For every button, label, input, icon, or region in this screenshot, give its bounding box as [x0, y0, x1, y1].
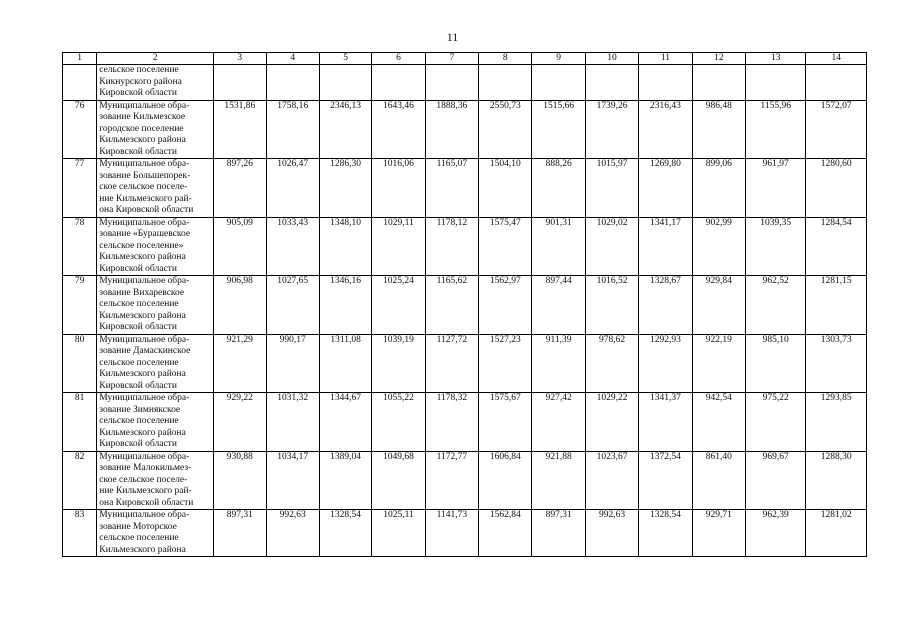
row-number: 80	[63, 334, 97, 393]
municipality-name: Муниципальное обра- зование Дамаскинское сельское поселение Кильмезского района Кировской области	[97, 334, 214, 393]
value-cell: 978,62	[585, 334, 638, 393]
value-cell: 930,88	[214, 451, 266, 510]
value-cell: 1141,73	[425, 510, 478, 557]
value-cell: 899,06	[692, 159, 745, 218]
table-row	[63, 100, 867, 159]
value-cell: 1288,30	[806, 451, 867, 510]
value-cell: 929,22	[214, 393, 266, 452]
value-cell: 897,31	[532, 510, 585, 557]
value-cell: 1055,22	[372, 393, 425, 452]
column-header: 5	[319, 53, 371, 65]
value-cell: 1016,52	[585, 276, 638, 335]
value-cell: 1025,24	[372, 276, 425, 335]
municipality-name: Муниципальное обра- зование Вихаревское сельское поселение Кильмезского района Кировской области	[97, 276, 214, 335]
value-cell: 897,26	[214, 159, 266, 218]
value-cell: 1039,19	[372, 334, 425, 393]
value-cell: 1575,47	[479, 217, 532, 276]
value-cell: 1155,96	[746, 100, 806, 159]
value-cell: 929,71	[692, 510, 745, 557]
value-cell: 861,40	[692, 451, 745, 510]
column-header: 8	[479, 53, 532, 65]
value-cell: 1311,08	[319, 334, 371, 393]
value-cell: 2316,43	[639, 100, 692, 159]
value-cell: 1575,67	[479, 393, 532, 452]
value-cell: 1025,11	[372, 510, 425, 557]
column-header: 14	[806, 53, 867, 65]
column-header: 7	[425, 53, 478, 65]
value-cell: 888,26	[532, 159, 585, 218]
value-cell: 962,39	[746, 510, 806, 557]
value-cell: 1029,11	[372, 217, 425, 276]
value-cell: 1049,68	[372, 451, 425, 510]
value-cell: 1281,02	[806, 510, 867, 557]
value-cell: 1531,86	[214, 100, 266, 159]
value-cell: 1165,62	[425, 276, 478, 335]
value-cell: 1328,54	[319, 510, 371, 557]
value-cell: 922,19	[692, 334, 745, 393]
table-row	[63, 276, 867, 335]
municipality-name: Муниципальное обра- зование Зимнякское сельское поселение Кильмезского района Кировской области	[97, 393, 214, 452]
value-cell: 1039,35	[746, 217, 806, 276]
value-cell: 1286,30	[319, 159, 371, 218]
column-header: 2	[97, 53, 214, 65]
value-cell: 1606,84	[479, 451, 532, 510]
value-cell: 902,99	[692, 217, 745, 276]
value-cell: 1284,54	[806, 217, 867, 276]
value-cell: 1029,02	[585, 217, 638, 276]
value-cell: 1739,26	[585, 100, 638, 159]
value-cell: 1016,06	[372, 159, 425, 218]
table-row	[63, 451, 867, 510]
value-cell: 1888,36	[425, 100, 478, 159]
table-row	[63, 393, 867, 452]
value-cell: 927,42	[532, 393, 585, 452]
value-cell: 1292,93	[639, 334, 692, 393]
column-header: 13	[746, 53, 806, 65]
value-cell: 1504,10	[479, 159, 532, 218]
value-cell: 1562,84	[479, 510, 532, 557]
value-cell: 985,10	[746, 334, 806, 393]
value-cell: 1328,54	[639, 510, 692, 557]
value-cell: 1027,65	[266, 276, 319, 335]
value-cell: 1515,66	[532, 100, 585, 159]
row-number: 77	[63, 159, 97, 218]
column-header: 9	[532, 53, 585, 65]
row-number: 81	[63, 393, 97, 452]
value-cell: 1303,73	[806, 334, 867, 393]
row-number: 82	[63, 451, 97, 510]
value-cell: 975,22	[746, 393, 806, 452]
value-cell: 1165,07	[425, 159, 478, 218]
column-header: 6	[372, 53, 425, 65]
value-cell: 992,63	[585, 510, 638, 557]
municipality-name: Муниципальное обра- зование Моторское сельское поселение Кильмезского района	[97, 510, 214, 557]
value-cell: 1026,47	[266, 159, 319, 218]
value-cell: 1015,97	[585, 159, 638, 218]
municipality-name: Муниципальное обра- зование Кильмезское городское поселение Кильмезского района Кировской области	[97, 100, 214, 159]
value-cell: 1281,15	[806, 276, 867, 335]
row-number: 79	[63, 276, 97, 335]
value-cell: 969,67	[746, 451, 806, 510]
value-cell: 1344,67	[319, 393, 371, 452]
column-header: 3	[214, 53, 266, 65]
value-cell: 1341,17	[639, 217, 692, 276]
page-number: 11	[446, 30, 459, 44]
value-cell: 1643,46	[372, 100, 425, 159]
value-cell: 1029,22	[585, 393, 638, 452]
value-cell: 911,39	[532, 334, 585, 393]
value-cell: 1172,77	[425, 451, 478, 510]
value-cell: 1034,17	[266, 451, 319, 510]
value-cell: 1562,97	[479, 276, 532, 335]
value-cell: 929,84	[692, 276, 745, 335]
table-row	[63, 159, 867, 218]
value-cell: 897,31	[214, 510, 266, 557]
municipality-name: Муниципальное обра- зование Малокильмез- ское сельское поселе- ние Кильмезского рай- она Кировской области	[97, 451, 214, 510]
municipality-name: сельское поселение Кикнурского района Кировской области	[97, 65, 214, 101]
value-cell: 1127,72	[425, 334, 478, 393]
row-number: 78	[63, 217, 97, 276]
municipality-name: Муниципальное обра- зование Большепорек- ское сельское поселе- ние Кильмезского рай- она Кировской области	[97, 159, 214, 218]
value-cell: 1758,16	[266, 100, 319, 159]
table-row	[63, 510, 867, 557]
value-cell: 1328,67	[639, 276, 692, 335]
value-cell: 962,52	[746, 276, 806, 335]
value-cell: 1346,16	[319, 276, 371, 335]
value-cell: 1572,07	[806, 100, 867, 159]
data-table	[62, 52, 867, 557]
value-cell: 1341,37	[639, 393, 692, 452]
column-header: 1	[63, 53, 97, 65]
column-header: 4	[266, 53, 319, 65]
row-number: 83	[63, 510, 97, 557]
value-cell: 1280,60	[806, 159, 867, 218]
value-cell: 1293,85	[806, 393, 867, 452]
column-header: 12	[692, 53, 745, 65]
value-cell: 1527,23	[479, 334, 532, 393]
value-cell: 2550,73	[479, 100, 532, 159]
value-cell: 986,48	[692, 100, 745, 159]
value-cell: 942,54	[692, 393, 745, 452]
value-cell: 1033,43	[266, 217, 319, 276]
value-cell: 1269,80	[639, 159, 692, 218]
value-cell: 1178,32	[425, 393, 478, 452]
value-cell: 921,88	[532, 451, 585, 510]
value-cell: 905,09	[214, 217, 266, 276]
row-number: 76	[63, 100, 97, 159]
table-row	[63, 334, 867, 393]
value-cell: 1372,54	[639, 451, 692, 510]
table-row	[63, 217, 867, 276]
header-row	[63, 53, 867, 65]
value-cell: 1348,10	[319, 217, 371, 276]
value-cell: 2346,13	[319, 100, 371, 159]
value-cell: 961,97	[746, 159, 806, 218]
municipality-name: Муниципальное обра- зование «Бурашевское сельское поселение» Кильмезского района Кировской области	[97, 217, 214, 276]
value-cell: 897,44	[532, 276, 585, 335]
continuation-row	[63, 65, 867, 101]
column-header: 11	[639, 53, 692, 65]
row-number	[63, 65, 97, 101]
column-header: 10	[585, 53, 638, 65]
value-cell: 990,17	[266, 334, 319, 393]
value-cell: 906,98	[214, 276, 266, 335]
value-cell: 901,31	[532, 217, 585, 276]
value-cell: 1178,12	[425, 217, 478, 276]
value-cell: 921,29	[214, 334, 266, 393]
value-cell: 1389,04	[319, 451, 371, 510]
value-cell: 992,63	[266, 510, 319, 557]
value-cell: 1023,67	[585, 451, 638, 510]
value-cell: 1031,32	[266, 393, 319, 452]
